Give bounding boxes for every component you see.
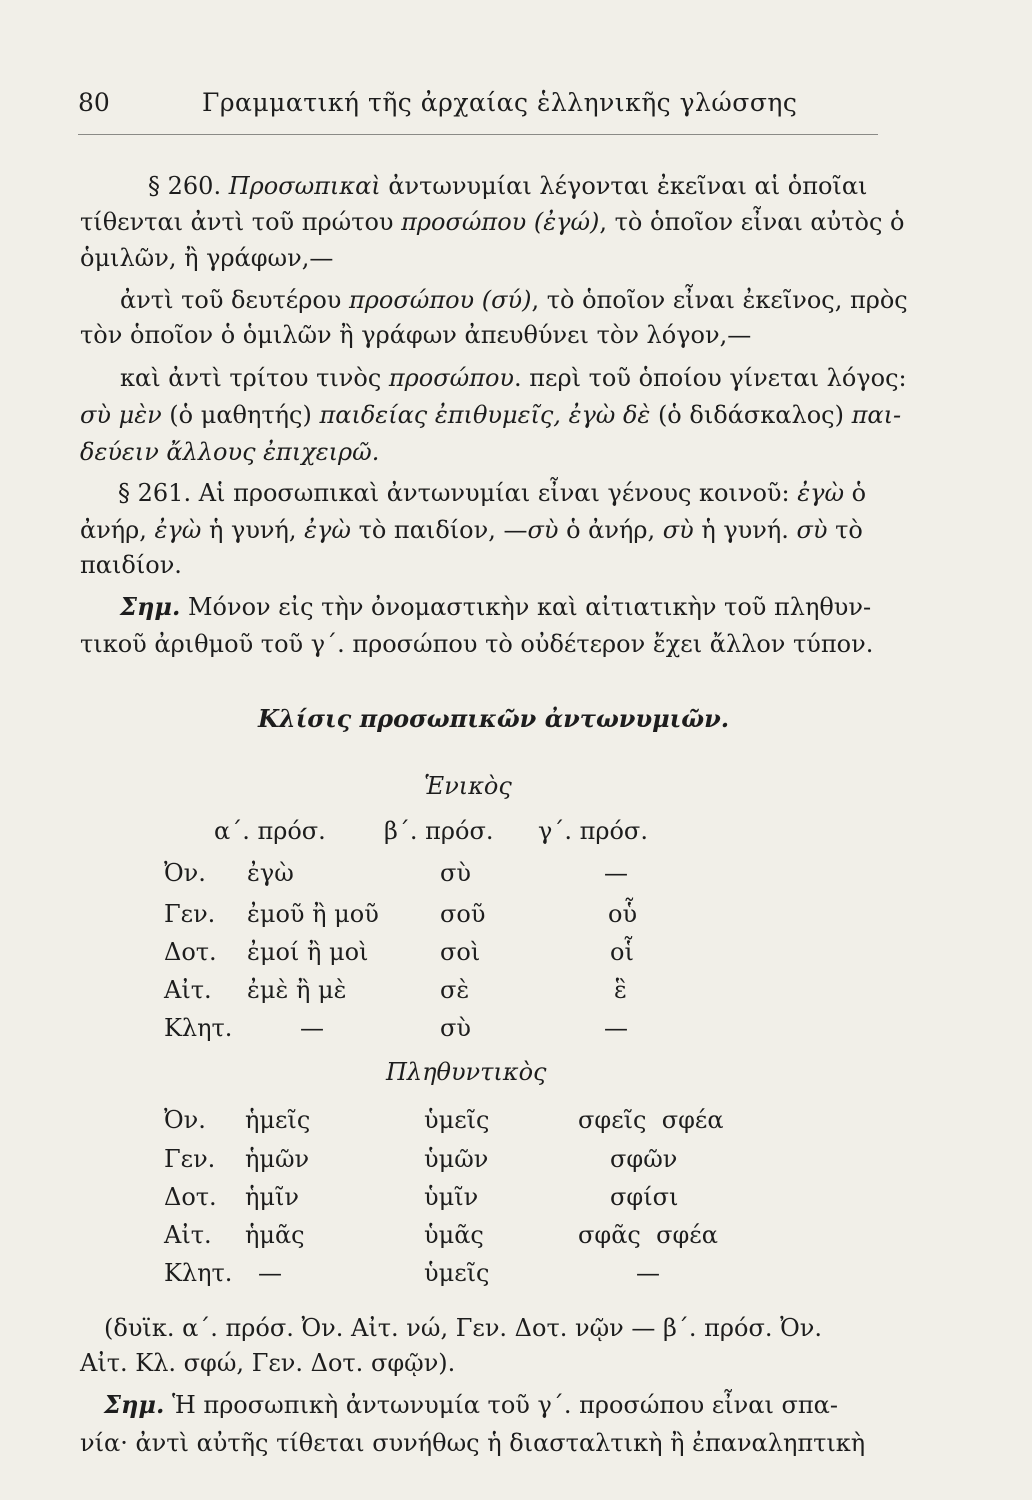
text-line: [80, 400, 901, 430]
text-segment: (ὁ μαθητής): [161, 401, 320, 429]
first-person-form: ἐγὼ: [247, 859, 294, 887]
case-label: Γεν.: [164, 1145, 216, 1173]
text-segment: παι-: [851, 401, 902, 429]
third-person-form: —: [636, 1259, 660, 1287]
text-segment: ὁ: [844, 479, 867, 507]
third-person-form: σφίσι: [610, 1183, 679, 1211]
dual-note-line: [104, 1313, 822, 1343]
text-line: [118, 478, 866, 508]
dual-note-line: [80, 1348, 455, 1378]
text-segment: § 261. Αἱ προσωπικαὶ ἀντωνυμίαι εἶναι γένους κοινοῦ:: [118, 479, 798, 507]
text-segment: παιδείας ἐπιθυμεῖς, ἐγὼ δὲ: [319, 401, 651, 429]
third-person-form: —: [604, 859, 628, 887]
text-segment: Σημ.: [120, 592, 181, 621]
text-segment: ἐγὼ: [154, 516, 202, 544]
third-person-form: οἷ: [610, 938, 634, 966]
text-line: [80, 629, 873, 659]
column-header-second-person: β΄. πρόσ.: [384, 817, 494, 845]
header-rule: [78, 134, 878, 135]
third-person-form: σφᾶς σφέα: [578, 1221, 718, 1249]
text-segment: καὶ ἀντὶ τρίτου τινὸς: [120, 364, 389, 392]
text-segment: ὁ ἀνήρ,: [558, 516, 663, 544]
text-line: [120, 285, 908, 315]
case-label: Δοτ.: [164, 938, 217, 966]
text-line: [80, 243, 333, 273]
text-segment: ἐγὼ: [304, 516, 351, 544]
running-header: [78, 88, 878, 128]
case-label: Δοτ.: [164, 1183, 217, 1211]
text-segment: Σημ.: [104, 1390, 165, 1419]
column-header-third-person: γ΄. πρόσ.: [538, 817, 648, 845]
note-line: [104, 1390, 838, 1420]
text-segment: Αἰτ. Κλ. σφώ, Γεν. Δοτ. σφῷν).: [80, 1349, 456, 1377]
singular-label: Ἑνικὸς: [424, 772, 512, 800]
text-line: [120, 363, 907, 393]
text-segment: προσώπου: [388, 364, 515, 392]
case-label: Ὀν.: [164, 1106, 206, 1134]
second-person-form: σὲ: [440, 976, 470, 1004]
text-segment: Ἡ προσωπικὴ ἀντωνυμία τοῦ γ΄. προσώπου εἶναι σπα-: [164, 1391, 838, 1419]
case-label: Αἰτ.: [164, 976, 212, 1004]
second-person-form: σοῦ: [440, 900, 486, 928]
page-number: 80: [78, 88, 110, 117]
text-segment: Προσωπικαὶ: [228, 172, 381, 200]
running-title: Γραμματική τῆς ἀρχαίας ἑλληνικῆς γλώσσης: [202, 88, 798, 117]
first-person-form: ἡμᾶς: [245, 1221, 305, 1249]
second-person-form: ὑμῶν: [424, 1145, 489, 1173]
third-person-form: —: [604, 1014, 628, 1042]
third-person-form: σφῶν: [610, 1145, 678, 1173]
second-person-form: ὑμεῖς: [424, 1259, 490, 1287]
text-line: [80, 320, 751, 350]
text-segment: . περὶ τοῦ ὁποίου γίνεται λόγος:: [514, 364, 907, 392]
case-label: Γεν.: [164, 900, 216, 928]
note-line: [80, 1428, 865, 1458]
text-segment: νία· ἀντὶ αὐτῆς τίθεται συνήθως ἡ διασταλτικὴ ἢ ἐπαναληπτικὴ: [80, 1429, 866, 1457]
text-line: [120, 592, 871, 622]
text-segment: σὺ: [527, 516, 559, 544]
text-line: [80, 207, 904, 237]
third-person-form: σφεῖς σφέα: [578, 1106, 724, 1134]
text-segment: ἡ γυνή.: [693, 516, 797, 544]
second-person-form: σὺ: [440, 859, 471, 887]
first-person-form: ἡμεῖς: [245, 1106, 311, 1134]
first-person-form: ἐμὲ ἢ μὲ: [247, 976, 347, 1004]
text-segment: ἐγὼ: [797, 479, 845, 507]
first-person-form: —: [258, 1259, 282, 1287]
case-label: Κλητ.: [164, 1259, 233, 1287]
first-person-form: ἐμοί ἢ μοὶ: [247, 938, 369, 966]
text-line: [80, 437, 379, 467]
text-segment: σὺ: [662, 516, 694, 544]
column-header-first-person: α΄. πρόσ.: [214, 817, 326, 845]
text-segment: τὸ: [827, 516, 863, 544]
text-segment: τικοῦ ἀριθμοῦ τοῦ γ΄. προσώπου τὸ οὐδέτερον ἔχει ἄλλον τύπον.: [80, 630, 874, 658]
first-person-form: —: [300, 1014, 324, 1042]
text-segment: σὺ: [796, 516, 828, 544]
second-person-form: σοὶ: [440, 938, 481, 966]
text-segment: προσώπου (σύ): [349, 286, 532, 314]
second-person-form: ὑμᾶς: [424, 1221, 484, 1249]
text-line: [80, 550, 182, 580]
third-person-form: ἓ: [614, 976, 627, 1004]
text-segment: τίθενται ἀντὶ τοῦ πρώτου: [80, 208, 402, 236]
first-person-form: ἡμῶν: [245, 1145, 310, 1173]
text-segment: ἀντωνυμίαι λέγονται ἐκεῖναι αἱ ὁποῖαι: [380, 172, 868, 200]
text-segment: Μόνον εἰς τὴν ὀνομαστικὴν καὶ αἰτιατικὴν τοῦ πληθυν-: [180, 593, 872, 621]
text-segment: (ὁ διδάσκαλος): [650, 401, 852, 429]
table-title: Κλίσις προσωπικῶν ἀντωνυμιῶν.: [258, 704, 730, 733]
text-segment: τὸ παιδίον, —: [350, 516, 528, 544]
text-segment: ὁμιλῶν, ἢ γράφων,—: [80, 244, 334, 272]
case-label: Αἰτ.: [164, 1221, 212, 1249]
text-line: [148, 171, 867, 201]
second-person-form: σὺ: [440, 1014, 471, 1042]
text-segment: ἀντὶ τοῦ δευτέρου: [120, 286, 350, 314]
second-person-form: ὑμεῖς: [424, 1106, 490, 1134]
text-segment: (δυϊκ. α΄. πρόσ. Ὀν. Αἰτ. νώ, Γεν. Δοτ. νῷν — β΄. πρόσ. Ὀν.: [104, 1314, 822, 1342]
case-label: Ὀν.: [164, 859, 206, 887]
text-segment: προσώπου (ἐγώ): [401, 208, 600, 236]
text-segment: ἡ γυνή,: [201, 516, 305, 544]
text-segment: ἀνήρ,: [80, 516, 155, 544]
case-label: Κλητ.: [164, 1014, 233, 1042]
text-segment: παιδίον.: [80, 551, 182, 579]
text-segment: , τὸ ὁποῖον εἶναι ἐκεῖνος, πρὸς: [531, 286, 908, 314]
text-segment: § 260.: [148, 172, 229, 200]
text-segment: δεύειν ἄλλους ἐπιχειρῶ.: [80, 438, 380, 466]
text-line: [80, 515, 863, 545]
text-segment: σὺ μὲν: [80, 401, 162, 429]
second-person-form: ὑμῖν: [424, 1183, 479, 1211]
plural-label: Πληθυντικὸς: [386, 1058, 547, 1086]
first-person-form: ἐμοῦ ἢ μοῦ: [247, 900, 379, 928]
text-segment: τὸν ὁποῖον ὁ ὁμιλῶν ἢ γράφων ἀπευθύνει τὸν λόγον,—: [80, 321, 752, 349]
first-person-form: ἡμῖν: [245, 1183, 299, 1211]
text-segment: , τὸ ὁποῖον εἶναι αὐτὸς ὁ: [599, 208, 905, 236]
third-person-form: οὗ: [608, 900, 638, 928]
